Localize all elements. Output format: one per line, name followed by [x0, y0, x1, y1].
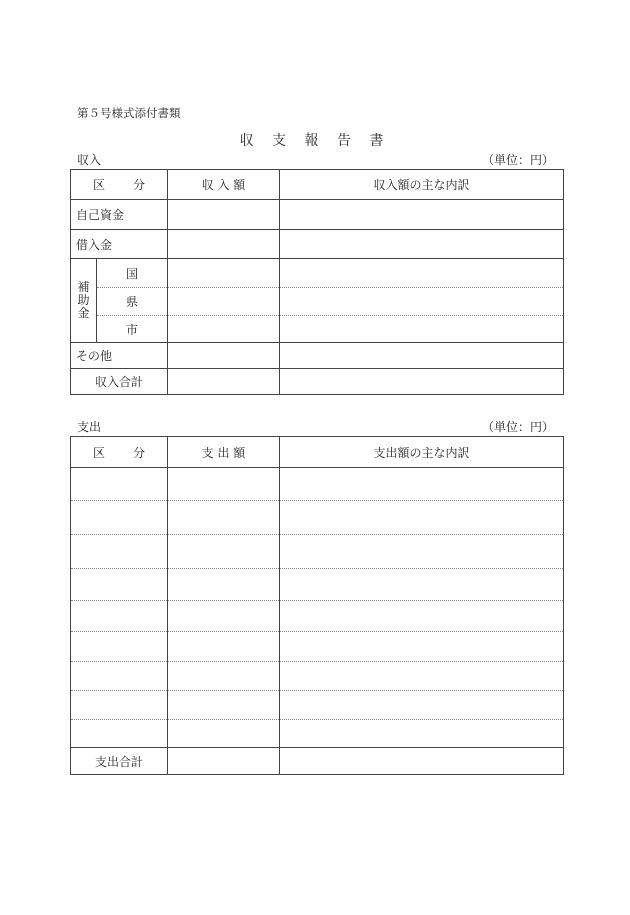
- kubun-char-1: 区: [92, 445, 105, 460]
- expense-detail-cell[interactable]: [280, 468, 564, 501]
- expense-unit-note: （単位：円）: [481, 420, 554, 434]
- expense-detail-cell[interactable]: [280, 501, 564, 535]
- expense-amount-cell[interactable]: [168, 691, 280, 720]
- own-funds-amount-cell[interactable]: [168, 200, 280, 230]
- expense-amount-cell[interactable]: [168, 662, 280, 691]
- expense-category-cell[interactable]: [71, 501, 168, 535]
- expense-table: [70, 436, 564, 775]
- expense-detail-cell[interactable]: [280, 691, 564, 720]
- national-detail-cell[interactable]: [280, 259, 564, 288]
- expense-detail-cell[interactable]: [280, 601, 564, 632]
- income-table: [70, 169, 564, 395]
- income-row-total: [71, 369, 564, 395]
- expense-row-total: [71, 748, 564, 775]
- expense-amount-cell[interactable]: [168, 535, 280, 569]
- income-row-other: [71, 343, 564, 369]
- income-row-own-funds: [71, 200, 564, 230]
- expense-detail-cell[interactable]: [280, 720, 564, 748]
- prefecture-detail-cell[interactable]: [280, 288, 564, 316]
- city-amount-cell[interactable]: [168, 316, 280, 343]
- income-detail-header: 収入額の主な内訳: [280, 170, 564, 200]
- row-label-subsidy: [71, 259, 97, 343]
- row-label-other: その他: [71, 343, 168, 369]
- expense-category-cell[interactable]: [71, 601, 168, 632]
- prefecture-amount-cell[interactable]: [168, 288, 280, 316]
- income-row-subsidy-prefecture: [71, 288, 564, 316]
- income-row-subsidy-city: [71, 316, 564, 343]
- expense-row: [71, 535, 564, 569]
- expense-amount-cell[interactable]: [168, 632, 280, 662]
- expense-total-detail-cell[interactable]: [280, 748, 564, 775]
- income-kubun-header: [71, 170, 168, 200]
- expense-amount-header: 支 出 額: [168, 437, 280, 468]
- expense-category-cell[interactable]: [71, 569, 168, 601]
- income-row-loan: [71, 230, 564, 259]
- expense-row: [71, 601, 564, 632]
- expense-detail-header: 支出額の主な内訳: [280, 437, 564, 468]
- income-section-label: 収入: [77, 153, 102, 167]
- income-header-row: [71, 170, 564, 200]
- income-total-detail-cell[interactable]: [280, 369, 564, 395]
- loan-detail-cell[interactable]: [280, 230, 564, 259]
- other-amount-cell[interactable]: [168, 343, 280, 369]
- expense-row: [71, 632, 564, 662]
- kubun-char-1: 区: [92, 178, 105, 192]
- row-label-prefecture: 県: [97, 288, 168, 316]
- row-label-city: 市: [97, 316, 168, 343]
- income-unit-note: （単位：円）: [481, 153, 554, 167]
- expense-row: [71, 662, 564, 691]
- row-label-expense-total: 支出合計: [71, 748, 168, 775]
- document-title: 収 支 報 告 書: [239, 133, 391, 149]
- city-detail-cell[interactable]: [280, 316, 564, 343]
- subsidy-vertical-label: 補助金: [77, 280, 90, 320]
- expense-row: [71, 501, 564, 535]
- other-detail-cell[interactable]: [280, 343, 564, 369]
- row-label-national: 国: [97, 259, 168, 288]
- income-amount-header: 収 入 額: [168, 170, 280, 200]
- form-number-header: 第５号様式添付書類: [77, 106, 181, 120]
- expense-row: [71, 468, 564, 501]
- own-funds-detail-cell[interactable]: [280, 200, 564, 230]
- expense-row: [71, 691, 564, 720]
- expense-amount-cell[interactable]: [168, 468, 280, 501]
- income-row-subsidy-national: [71, 259, 564, 288]
- expense-amount-cell[interactable]: [168, 569, 280, 601]
- expense-total-amount-cell[interactable]: [168, 748, 280, 775]
- expense-amount-cell[interactable]: [168, 601, 280, 632]
- expense-header-row: [71, 437, 564, 468]
- expense-kubun-header: [71, 437, 168, 468]
- expense-category-cell[interactable]: [71, 720, 168, 748]
- expense-detail-cell[interactable]: [280, 632, 564, 662]
- kubun-char-2: 分: [133, 445, 146, 460]
- row-label-own-funds: 自己資金: [71, 200, 168, 230]
- national-amount-cell[interactable]: [168, 259, 280, 288]
- expense-category-cell[interactable]: [71, 691, 168, 720]
- expense-category-cell[interactable]: [71, 632, 168, 662]
- expense-detail-cell[interactable]: [280, 569, 564, 601]
- expense-category-cell[interactable]: [71, 535, 168, 569]
- expense-amount-cell[interactable]: [168, 501, 280, 535]
- expense-row: [71, 720, 564, 748]
- expense-row: [71, 569, 564, 601]
- income-total-amount-cell[interactable]: [168, 369, 280, 395]
- expense-detail-cell[interactable]: [280, 535, 564, 569]
- row-label-income-total: 収入合計: [71, 369, 168, 395]
- expense-amount-cell[interactable]: [168, 720, 280, 748]
- expense-section-label: 支出: [77, 420, 102, 434]
- expense-category-cell[interactable]: [71, 468, 168, 501]
- row-label-loan: 借入金: [71, 230, 168, 259]
- expense-detail-cell[interactable]: [280, 662, 564, 691]
- loan-amount-cell[interactable]: [168, 230, 280, 259]
- expense-category-cell[interactable]: [71, 662, 168, 691]
- kubun-char-2: 分: [133, 178, 146, 192]
